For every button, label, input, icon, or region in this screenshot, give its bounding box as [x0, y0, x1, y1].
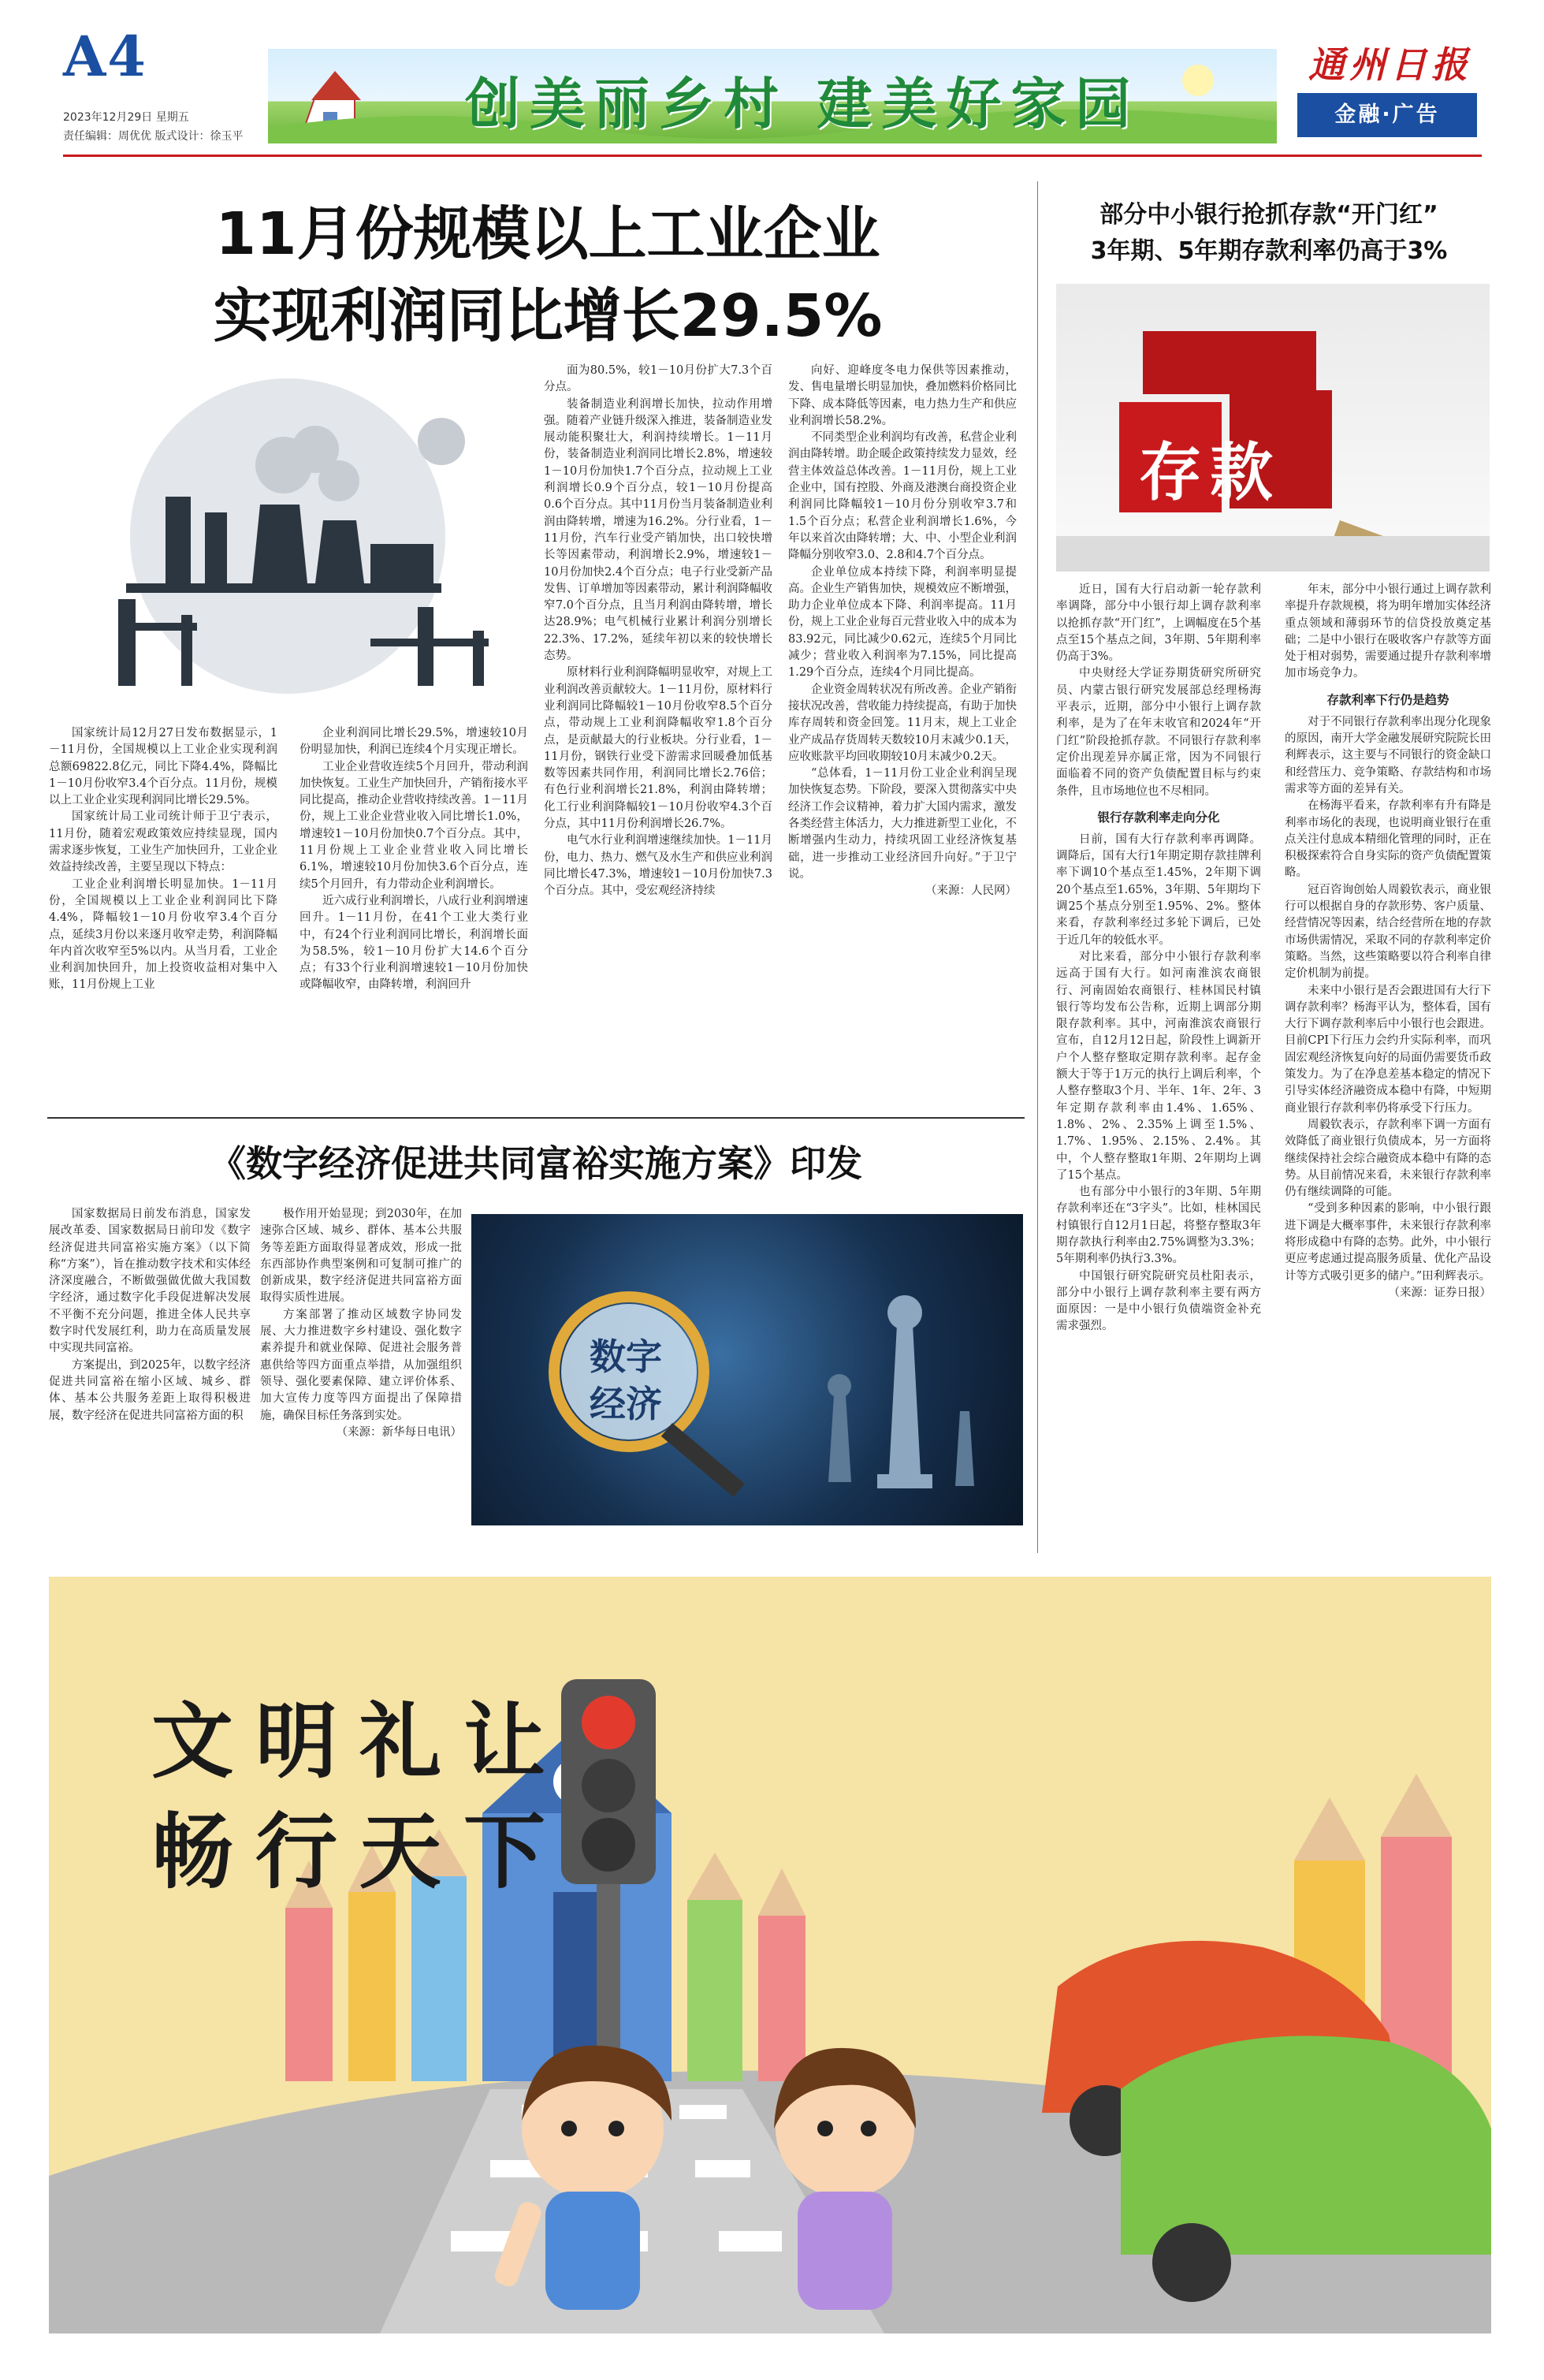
paragraph: “总体看，1－11月份工业企业利润呈现加快恢复态势。下阶段，要深入贯彻落实中央经济工作会议精神，着力扩大国内需求，激发各类经营主体活力，大力推进新型工业化，不断增强内生动力，持续巩固工业经济恢复基础，进一步推动工业经济回升向好。”于卫宁说。 — [788, 767, 1017, 881]
paragraph: 日前，国有大行存款利率再调降。调降后，国有大行1年期定期存款挂牌利率下调10个基点至1.45%，2年期下调20个基点至1.65%，3年期、5年期均下调25个基点分别至1.95%、2%。整体来看，存款利率经过多轮下调后，已处于近几年的较低水平。 — [1056, 832, 1261, 947]
paragraph: 企业单位成本持续下降，利润率明显提高。企业生产销售加快，规模效应不断增强，助力企业单位成本下降、利润率提高。11月份，规上工业企业每百元营业收入中的成本为83.92元，同比减少0.62元，连续5个月同比减少；营业收入利润率为7.15%，同比提高1.29个百分点，连续4个月同比提高。 — [788, 565, 1017, 680]
paragraph: 周毅钦表示，存款利率下调一方面有效降低了商业银行负债成本，另一方面将继续保持社会综合融资成本稳中有降的态势。从目前情况来看，未来银行存款利率仍有继续调降的可能。 — [1285, 1118, 1491, 1199]
paragraph: 电气水行业利润增速继续加快。1－11月份，电力、热力、燃气及水生产和供应业利润同比增长47.3%，增速较1－10月份加快7.3个百分点。其中，受宏观经济持续 — [544, 834, 772, 898]
article3-headline-line2: 3年期、5年期存款利率仍高于3% — [1090, 237, 1448, 265]
paragraph: 企业利润同比增长29.5%，增速较10月份明显加快，利润已连续4个月实现正增长。 — [299, 727, 528, 757]
article2-headline: 《数字经济促进共同富裕实施方案》印发 — [210, 1142, 862, 1185]
paragraph: 年末，部分中小银行通过上调存款利率提升存款规模，将为明年增加实体经济重点领域和薄弱环节的信贷投放奠定基础；二是中小银行在吸收客户存款等方面处于相对弱势，需要通过提升存款利率增加市场竞争力。 — [1285, 583, 1491, 680]
paragraph: 不同类型企业利润均有改善，私营企业利润由降转增。助企暖企政策持续发力显效，经营主体效益总体改善。1－11月份，规上工业企业中，国有控股、外商及港澳台商投资企业利润同比降幅较1－10月份分别收窄3.7和1.5个百分点；私营企业利润增长1.6%，今年以来首次由降转增；大、中、小型企业利润降幅分别收窄3.0、2.8和4.7个百分点。 — [788, 431, 1017, 562]
paragraph: 对于不同银行存款利率出现分化现象的原因，南开大学金融发展研究院院长田利辉表示，这主要与不同银行的资金缺口和经营压力、竞争策略、存款结构和市场需求等方面的差异有关。 — [1285, 715, 1491, 795]
date-line: 2023年12月29日 星期五 — [63, 111, 189, 124]
article1-column-4 — [788, 363, 1017, 900]
article2-column-1 — [49, 1206, 251, 1425]
section-label: 金融·广告 — [1297, 93, 1477, 137]
deposit-blocks-text: 存款 — [1139, 436, 1281, 509]
factory-illustration — [47, 371, 520, 702]
banner-slogan: 创美丽乡村 建美好家园 — [465, 71, 1140, 136]
paragraph: 方案提出，到2025年，以数字经济促进共同富裕在缩小区域、城乡、群体、基本公共服务差距上取得积极进展，数字经济在促进共同富裕方面的积 — [49, 1358, 251, 1422]
masthead — [0, 0, 1544, 158]
paragraph: 装备制造业利润增长加快，拉动作用增强。随着产业链升级深入推进，装备制造业发展动能积聚壮大，利润持续增长。1－11月份，装备制造业利润同比增长2.8%，增速较1－10月份加快1.7个百分点，拉动规上工业利润增长0.9个百分点，较1－10月份提高0.6个百分点。其中11月份当月装备制造业利润由降转增，增速为16.2%。分行业看，1－11月份，汽车行业受产销加快，出口较快增长等因素带动，利润增长2.9%，增速较1－10月份加快2.4个百分点；电子行业受新产品发售、订单增加等因素带动，累计利润降幅收窄7.0个百分点，且当月利润由降转增，增长达28.9%；电气机械行业累计利润分别增长22.3%、17.2%，延续年初以来的较快增长态势。 — [544, 397, 772, 663]
paragraph: 方案部署了推动区域数字协同发展、大力推进数字乡村建设、强化数字素养提升和就业保障、促进社会服务普惠供给等四方面重点举措，从加强组织领导、强化要素保障、建立评价体系、加大宣传力度等四方面提出了保障措施，确保目标任务落到实处。 — [260, 1308, 462, 1422]
editor-line: 责任编辑：周优优 版式设计：徐玉平 — [63, 130, 244, 143]
paragraph: 也有部分中小银行的3年期、5年期存款利率还在“3字头”。比如，桂林国民村镇银行自12月1日起，将整存整取3年期存款执行利率由2.75%调整为3.3%；5年期利率仍执行3.3%。 — [1056, 1186, 1261, 1266]
digital-economy-image-text-2: 经济 — [590, 1383, 662, 1425]
digital-economy-image — [471, 1214, 1023, 1525]
paragraph: 对比来看，部分中小银行存款利率远高于国有大行。如河南淮滨农商银行、河南固始农商银行、桂林国民村镇银行等均发布公告称，近期上调部分期限存款利率。其中，河南淮滨农商银行宣布，自12月12日起，阶段性上调新开户个人整存整取定期存款利率。起存金额大于等于1万元的执行上调后利率，个人整存整取3个月、半年、1年、2年、3年定期存款利率由1.4%、1.65%、1.8%、2%、2.35%上调至1.5%、1.7%、1.95%、2.15%、2.4%。其中，个人整存整取1年期、2年期均上调了15个基点。 — [1056, 950, 1261, 1182]
paragraph: 工业企业营收连续5个月回升，带动利润加快恢复。工业生产加快回升，产销衔接水平同比提高，推动企业营收持续改善。1－11月份，规上工业企业营业收入同比增长1.0%，增速较1－10月份加快0.7个百分点。其中，11月份规上工业企业营业收入同比增长6.1%，增速较10月份加快3.6个百分点，连续5个月回升，有力带动企业利润增长。 — [299, 760, 528, 891]
ad-slogan-line2: 畅行天下 — [151, 1803, 568, 1900]
paragraph: 近六成行业利润增长，八成行业利润增速回升。1－11月份，在41个工业大类行业中，有24个行业利润同比增长，利润增长面为58.5%，较1－10月份扩大14.6个百分点；有33个行业利润增速较1－10月份加快或降幅收窄，由降转增，利润回升 — [299, 894, 528, 992]
digital-economy-image-text-1: 数字 — [590, 1335, 662, 1378]
article3-headline-line1: 部分中小银行抢抓存款“开门红” — [1099, 201, 1438, 229]
divider — [47, 1117, 1025, 1119]
article1-column-2 — [299, 725, 528, 994]
article1-headline-line2: 实现利润同比增长29.5% — [213, 282, 883, 350]
article1-column-3 — [544, 363, 772, 900]
article3-column-1 — [1056, 582, 1261, 1335]
civility-traffic-ad — [49, 1577, 1491, 2333]
article1-headline-line1: 11月份规模以上工业企业 — [215, 200, 880, 268]
paragraph: 极作用开始显现；到2030年，在加速弥合区域、城乡、群体、基本公共服务等差距方面取得显著成效，形成一批东西部协作典型案例和可复制可推广的创新成果，数字经济促进共同富裕方面取得实质性进展。 — [260, 1208, 462, 1305]
paragraph: 国家统计局工业司统计师于卫宁表示，11月份，随着宏观政策效应持续显现，国内需求逐步恢复，工业生产加快回升，工业企业效益持续改善，主要呈现以下特点： — [49, 810, 277, 874]
paragraph: 向好、迎峰度冬电力保供等因素推动，发、售电量增长明显加快，叠加燃料价格同比下降、成本降低等因素，电力热力生产和供应业利润增长58.2%。 — [788, 364, 1017, 427]
subheading: 银行存款利率走向分化 — [1097, 810, 1220, 825]
article1-headline — [110, 193, 985, 357]
paragraph: 中国银行研究院研究员杜阳表示，部分中小银行上调存款利率主要有两方面原因：一是中小银行负债端资金补充需求强烈。 — [1056, 1269, 1261, 1333]
paragraph: 原材料行业利润降幅明显收窄，对规上工业利润改善贡献较大。1－11月份，原材料行业利润同比降幅较1－10月份收窄8.5个百分点，带动规上工业利润降幅收窄1.8个百分点，是贡献最大的行业板块。分行业看，1－11月份，钢铁行业受下游需求回暖叠加低基数等因素共同作用，利润同比增长2.76倍；有色行业利润增长21.8%，利润由降转增；化工行业利润降幅较1－10月份收窄4.3个百分点，其中11月份利润增长26.7%。 — [544, 666, 772, 831]
source-credit: （来源：新华每日电讯） — [336, 1425, 462, 1439]
paragraph: 国家统计局12月27日发布数据显示，1－11月份，全国规模以上工业企业实现利润总额69822.8亿元，同比下降4.4%，降幅比1－10月份收窄3.4个百分点。11月份，规模以上工业企业实现利润同比增长29.5%。 — [49, 727, 277, 807]
source-credit: （来源：人民网） — [925, 885, 1017, 898]
source-credit: （来源：证券日报） — [1388, 1286, 1491, 1299]
column-divider — [1037, 181, 1038, 1553]
paragraph: 面为80.5%，较1－10月份扩大7.3个百分点。 — [544, 364, 772, 394]
page-number: A4 — [63, 24, 148, 89]
paragraph: 中央财经大学证券期货研究所研究员、内蒙古银行研究发展部总经理杨海平表示，近期，部分中小银行上调存款利率，是为了在年末收官和2024年“开门红”阶段抢抓存款。不同银行存款利率定价出现差异亦属正常，因为不同银行面临着不同的资产负债配置目标与约束条件，且市场地位也不尽相同。 — [1056, 667, 1261, 798]
paragraph: 在杨海平看来，存款利率有升有降是利率市场化的表现，也说明商业银行在重点关注付息成本精细化管理的同时，正在积极探索符合自身实际的资产负债配置策略。 — [1285, 799, 1491, 880]
ad-slogan-line1: 文明礼让 — [151, 1693, 568, 1790]
paragraph: 近日，国有大行启动新一轮存款利率调降，部分中小银行却上调存款利率以抢抓存款“开门红”，上调幅度在5个基点至15个基点之间，3年期、5年期利率仍高于3%。 — [1056, 583, 1261, 664]
paragraph: 国家数据局日前发布消息，国家发展改革委、国家数据局日前印发《数字经济促进共同富裕实施方案》（以下简称“方案”），旨在推动数字技术和实体经济深度融合，不断做强做优做大我国数字经济，通过数字化手段促进解决发展不平衡不充分问题，推进全体人民共享数字时代发展红利，助力在高质量发展中实现共同富裕。 — [49, 1208, 251, 1355]
article3-headline — [1048, 197, 1490, 270]
paragraph: 冠百咨询创始人周毅钦表示，商业银行可以根据自身的存款形势、客户质量、经营情况等因素，结合经营所在地的存款市场供需情况，采取不同的存款利率定价策略。当然，这些策略要以符合利率自律定价机制为前提。 — [1285, 883, 1491, 981]
paragraph: 工业企业利润增长明显加快。1－11月份，全国规模以上工业企业利润同比下降4.4%，降幅较1－10月份收窄3.4个百分点，延续3月份以来逐月收窄走势，利润降幅年内首次收窄至5%以内。从当月看，工业企业利润加快回升，加上投资收益相对集中入账，11月份规上工业 — [49, 877, 277, 992]
paragraph: 未来中小银行是否会跟进国有大行下调存款利率？杨海平认为，整体看，国有大行下调存款利率后中小银行也会跟进。目前CPI下行压力会约升实际利率，而巩固宏观经济恢复向好的局面仍需要货币政策发力。为了在净息差基本稳定的情况下引导实体经济融资成本稳中有降，中短期商业银行存款利率仍将承受下行压力。 — [1285, 984, 1491, 1115]
article2-column-2 — [260, 1206, 462, 1441]
article3-column-2 — [1285, 582, 1491, 1302]
paragraph: 企业资金周转状况有所改善。企业产销衔接状况改善，营收能力持续提高，有助于加快库存周转和资金回笼。11月末，规上工业企业产成品存货周转天数较10月末减少0.1天，应收账款平均回收期较10月末减少0.2天。 — [788, 683, 1017, 763]
slogan-banner — [268, 49, 1277, 143]
paragraph: “受到多种因素的影响，中小银行跟进下调是大概率事件，未来银行存款利率将形成稳中有降的态势。此外，中小银行更应考虑通过提高服务质量、优化产品设计等方式吸引更多的储户。”田利辉表示。 — [1285, 1202, 1491, 1283]
header-rule — [63, 155, 1482, 157]
paper-name: 通州日报 — [1308, 43, 1472, 86]
deposit-blocks-image — [1056, 284, 1490, 572]
subheading: 存款利率下行仍是趋势 — [1326, 692, 1449, 707]
article1-column-1 — [49, 725, 277, 994]
